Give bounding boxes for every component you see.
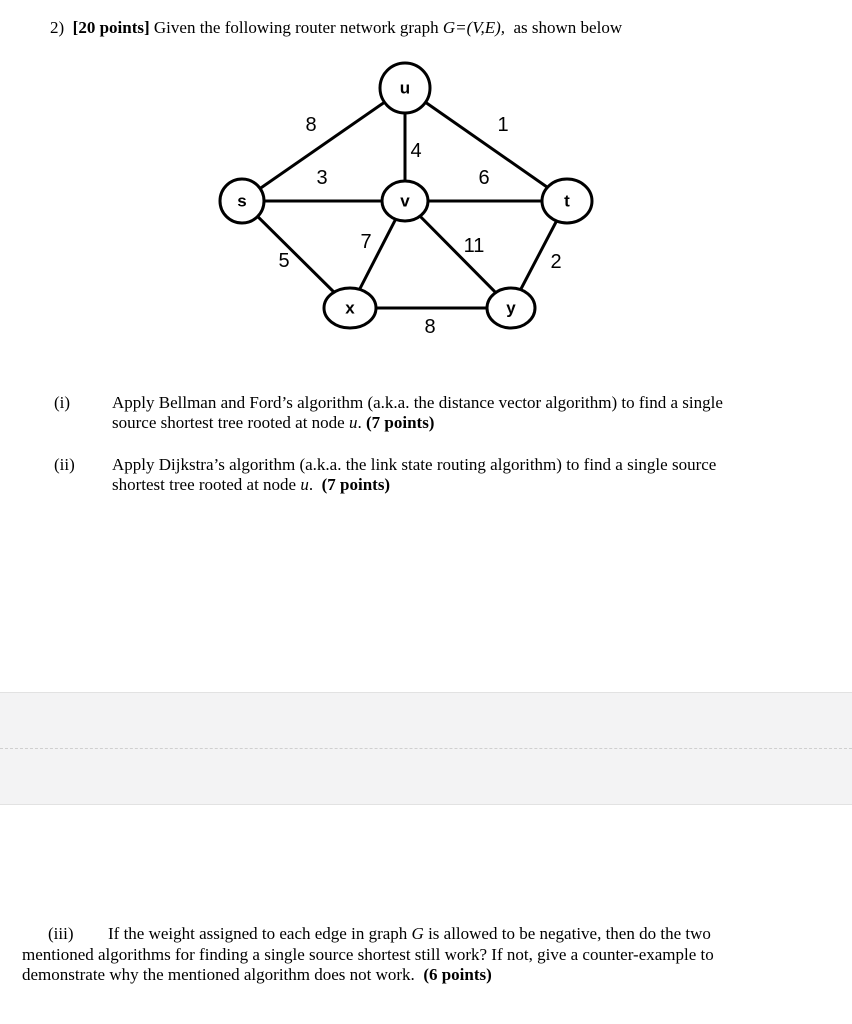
node-label-y: y (506, 298, 516, 318)
network-graph (200, 55, 620, 355)
edge-weight-v-y: 11 (463, 235, 485, 257)
item-i-number: (i) (54, 393, 71, 412)
node-u (380, 63, 430, 113)
edge-weight-x-y: 8 (424, 316, 436, 338)
item-ii-text-b: shortest tree rooted at node (112, 475, 297, 494)
page-break-divider (0, 748, 852, 749)
node-label-u: u (399, 78, 411, 98)
item-iii-text-b: is allowed to be negative, then do the two (428, 924, 711, 943)
edge-weight-s-x: 5 (278, 250, 290, 272)
graph-symbol: G=(V,E), (442, 18, 505, 37)
edge-weight-u-t: 1 (497, 114, 509, 136)
edge-weight-t-y: 2 (550, 251, 562, 273)
question-text: Given the following router network graph (153, 18, 439, 37)
item-iii-text-d: demonstrate why the mentioned algorithm does not work. (22, 965, 415, 984)
node-label-s: s (237, 191, 247, 211)
node-label-x: x (345, 298, 355, 318)
item-i-points: (7 points) (365, 413, 435, 432)
item-i-body (112, 393, 772, 433)
item-ii-node: u (300, 475, 309, 494)
node-s (220, 179, 264, 223)
edge-weight-v-x: 7 (360, 231, 372, 253)
item-i-text-b: source shortest tree rooted at node (112, 413, 345, 432)
edge-weight-s-v: 3 (316, 167, 328, 189)
node-x (324, 288, 376, 328)
item-ii-points: (7 points) (321, 475, 391, 494)
question-suffix: as shown below (513, 18, 623, 37)
page-break-band (0, 692, 852, 805)
item-iii-text-c: mentioned algorithms for finding a single source shortest still work? If not, give a counter-example to (22, 944, 714, 964)
question-points: [20 points] (72, 18, 150, 37)
node-label-v: v (400, 191, 410, 211)
item-iii-graph-letter: G (411, 924, 424, 943)
graph-nodes (220, 63, 592, 328)
item-i-node: u (348, 413, 358, 432)
item-ii-text-a: Apply Dijkstra’s algorithm (a.k.a. the link state routing algorithm) to find a single source (112, 455, 717, 474)
node-label-t: t (564, 191, 570, 211)
item-i-text-a: Apply Bellman and Ford’s algorithm (a.k.a. the distance vector algorithm) to find a single (112, 393, 723, 412)
question-number: 2) (50, 18, 65, 37)
edge-weight-s-u: 8 (305, 114, 317, 136)
item-ii-after-node: . (308, 475, 314, 494)
edge-weight-u-v: 4 (410, 140, 422, 162)
edge-weight-v-t: 6 (478, 167, 490, 189)
node-y (487, 288, 535, 328)
node-v (382, 181, 428, 221)
item-iii-text-a: If the weight assigned to each edge in graph (108, 924, 408, 943)
item-ii-body (112, 455, 772, 495)
item-iii (22, 924, 782, 986)
item-i-after-node: . (357, 413, 362, 432)
item-ii-number: (ii) (54, 455, 75, 474)
node-t (542, 179, 592, 223)
question-header (50, 18, 622, 38)
item-iii-points: (6 points) (423, 965, 492, 984)
item-iii-number: (iii) (48, 924, 74, 943)
